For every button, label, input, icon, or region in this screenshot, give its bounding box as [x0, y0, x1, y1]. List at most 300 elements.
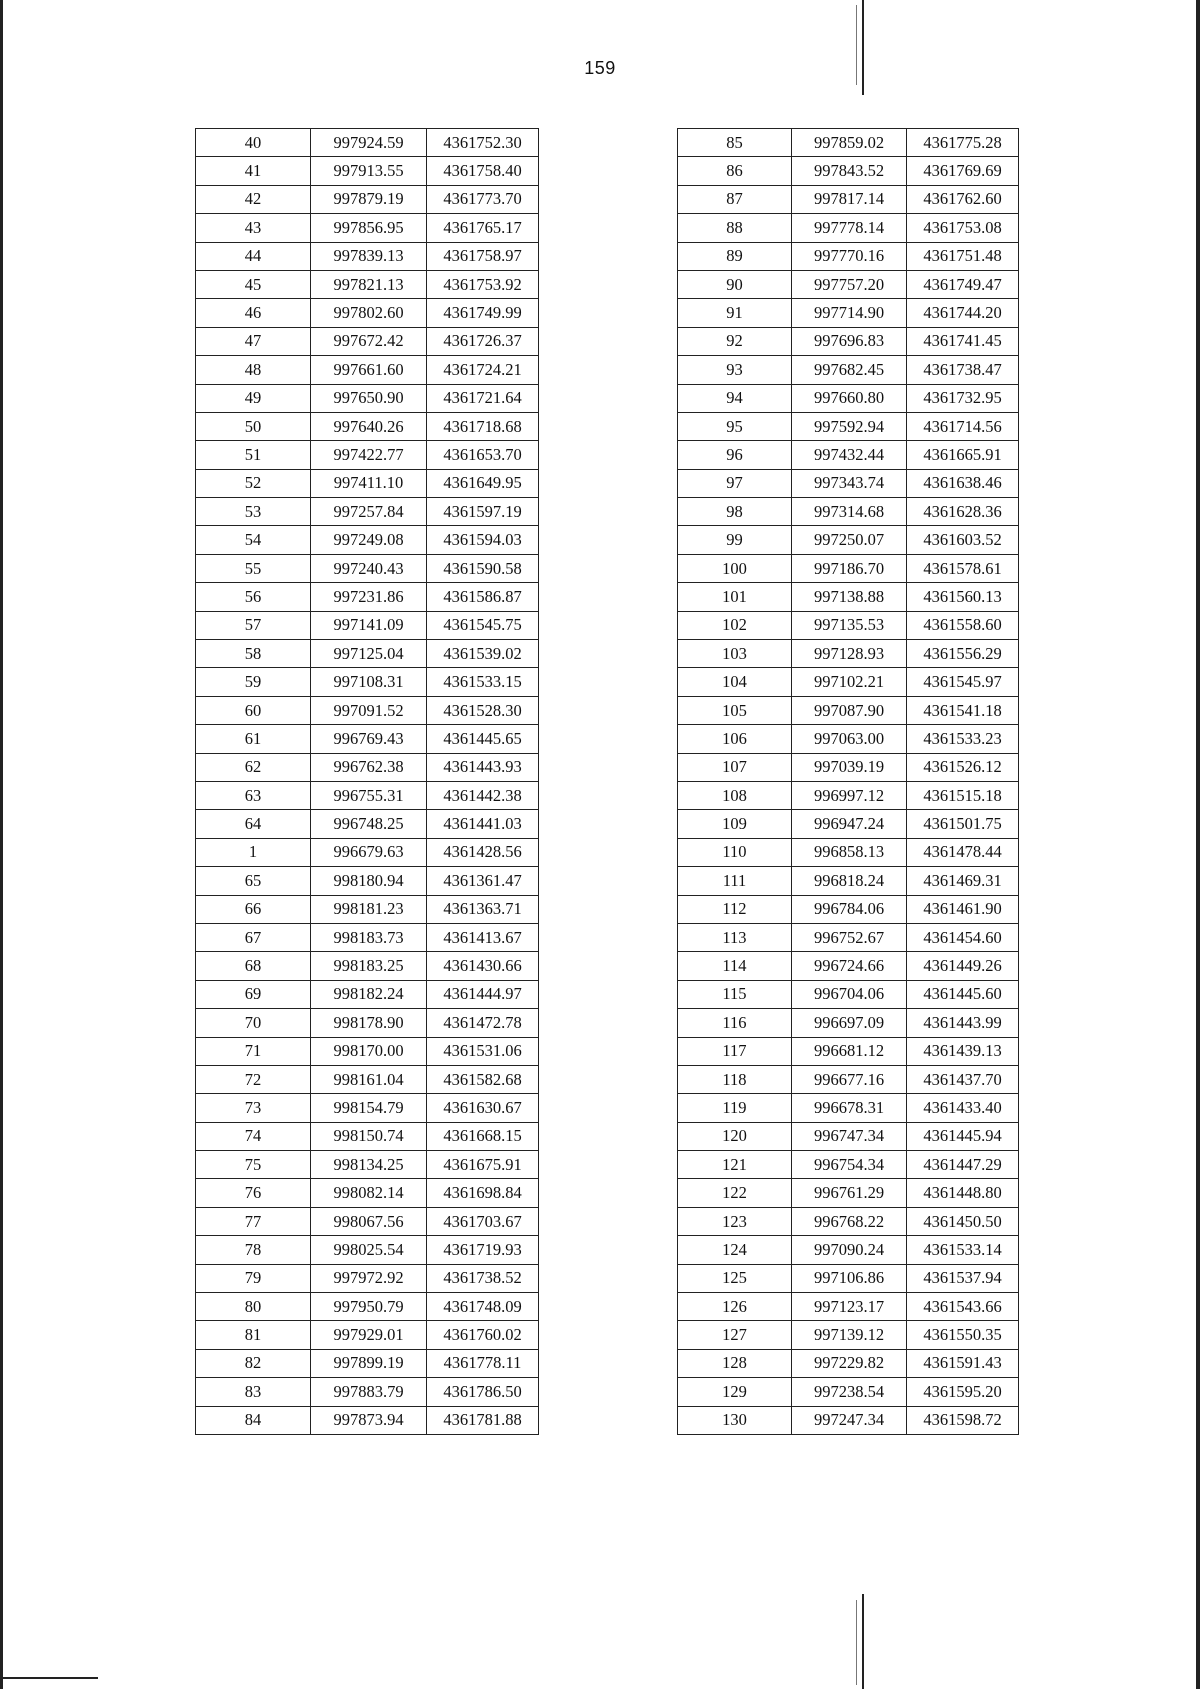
x-coordinate-cell: 998170.00: [311, 1037, 427, 1065]
y-coordinate-cell: 4361533.14: [907, 1236, 1019, 1264]
x-coordinate-cell: 998067.56: [311, 1207, 427, 1235]
table-row: [196, 526, 539, 554]
point-id-cell: 80: [196, 1293, 311, 1321]
x-coordinate-cell: 997873.94: [311, 1406, 427, 1434]
table-row: [196, 1065, 539, 1093]
point-id-cell: 112: [678, 895, 792, 923]
point-id-cell: 60: [196, 696, 311, 724]
table-row: [678, 270, 1019, 298]
x-coordinate-cell: 997839.13: [311, 242, 427, 270]
table-row: [196, 356, 539, 384]
y-coordinate-cell: 4361478.44: [907, 838, 1019, 866]
x-coordinate-cell: 996754.34: [792, 1151, 907, 1179]
x-coordinate-cell: 996679.63: [311, 838, 427, 866]
x-coordinate-cell: 997128.93: [792, 640, 907, 668]
table-row: [678, 299, 1019, 327]
table-row: [196, 1037, 539, 1065]
y-coordinate-cell: 4361442.38: [427, 781, 539, 809]
point-id-cell: 100: [678, 554, 792, 582]
y-coordinate-cell: 4361526.12: [907, 753, 1019, 781]
point-id-cell: 122: [678, 1179, 792, 1207]
y-coordinate-cell: 4361550.35: [907, 1321, 1019, 1349]
x-coordinate-cell: 997856.95: [311, 214, 427, 242]
point-id-cell: 105: [678, 696, 792, 724]
x-coordinate-cell: 997250.07: [792, 526, 907, 554]
table-row: [678, 668, 1019, 696]
x-coordinate-cell: 997314.68: [792, 498, 907, 526]
x-coordinate-cell: 997240.43: [311, 554, 427, 582]
point-id-cell: 40: [196, 129, 311, 157]
x-coordinate-cell: 997432.44: [792, 441, 907, 469]
y-coordinate-cell: 4361461.90: [907, 895, 1019, 923]
table-row: [678, 725, 1019, 753]
point-id-cell: 42: [196, 185, 311, 213]
point-id-cell: 44: [196, 242, 311, 270]
table-row: [196, 129, 539, 157]
point-id-cell: 89: [678, 242, 792, 270]
point-id-cell: 64: [196, 810, 311, 838]
point-id-cell: 65: [196, 867, 311, 895]
point-id-cell: 51: [196, 441, 311, 469]
x-coordinate-cell: 997650.90: [311, 384, 427, 412]
y-coordinate-cell: 4361443.93: [427, 753, 539, 781]
y-coordinate-cell: 4361533.23: [907, 725, 1019, 753]
y-coordinate-cell: 4361545.97: [907, 668, 1019, 696]
x-coordinate-cell: 997661.60: [311, 356, 427, 384]
table-row: [678, 327, 1019, 355]
point-id-cell: 71: [196, 1037, 311, 1065]
point-id-cell: 74: [196, 1122, 311, 1150]
table-row: [196, 554, 539, 582]
x-coordinate-cell: 996704.06: [792, 980, 907, 1008]
table-row: [678, 952, 1019, 980]
y-coordinate-cell: 4361760.02: [427, 1321, 539, 1349]
y-coordinate-cell: 4361603.52: [907, 526, 1019, 554]
point-id-cell: 67: [196, 923, 311, 951]
table-row: [196, 1207, 539, 1235]
x-coordinate-cell: 997063.00: [792, 725, 907, 753]
x-coordinate-cell: 998182.24: [311, 980, 427, 1008]
x-coordinate-cell: 996997.12: [792, 781, 907, 809]
point-id-cell: 96: [678, 441, 792, 469]
y-coordinate-cell: 4361598.72: [907, 1406, 1019, 1434]
x-coordinate-cell: 996724.66: [792, 952, 907, 980]
x-coordinate-cell: 997757.20: [792, 270, 907, 298]
table-row: [678, 867, 1019, 895]
point-id-cell: 130: [678, 1406, 792, 1434]
table-row: [678, 1009, 1019, 1037]
x-coordinate-cell: 997247.34: [792, 1406, 907, 1434]
x-coordinate-cell: 997843.52: [792, 157, 907, 185]
point-id-cell: 66: [196, 895, 311, 923]
y-coordinate-cell: 4361445.94: [907, 1122, 1019, 1150]
y-coordinate-cell: 4361445.65: [427, 725, 539, 753]
y-coordinate-cell: 4361703.67: [427, 1207, 539, 1235]
point-id-cell: 43: [196, 214, 311, 242]
table-row: [196, 696, 539, 724]
x-coordinate-cell: 997592.94: [792, 412, 907, 440]
point-id-cell: 57: [196, 611, 311, 639]
x-coordinate-cell: 997091.52: [311, 696, 427, 724]
table-row: [678, 1264, 1019, 1292]
table-row: [678, 1179, 1019, 1207]
table-row: [196, 242, 539, 270]
y-coordinate-cell: 4361765.17: [427, 214, 539, 242]
y-coordinate-cell: 4361668.15: [427, 1122, 539, 1150]
table-row: [678, 129, 1019, 157]
y-coordinate-cell: 4361430.66: [427, 952, 539, 980]
y-coordinate-cell: 4361537.94: [907, 1264, 1019, 1292]
point-id-cell: 98: [678, 498, 792, 526]
table-row: [196, 1179, 539, 1207]
x-coordinate-cell: 996762.38: [311, 753, 427, 781]
y-coordinate-cell: 4361582.68: [427, 1065, 539, 1093]
point-id-cell: 82: [196, 1349, 311, 1377]
x-coordinate-cell: 998161.04: [311, 1065, 427, 1093]
point-id-cell: 126: [678, 1293, 792, 1321]
y-coordinate-cell: 4361443.99: [907, 1009, 1019, 1037]
x-coordinate-cell: 998134.25: [311, 1151, 427, 1179]
table-row: [678, 640, 1019, 668]
x-coordinate-cell: 997422.77: [311, 441, 427, 469]
point-id-cell: 118: [678, 1065, 792, 1093]
y-coordinate-cell: 4361363.71: [427, 895, 539, 923]
y-coordinate-cell: 4361501.75: [907, 810, 1019, 838]
point-id-cell: 47: [196, 327, 311, 355]
y-coordinate-cell: 4361560.13: [907, 583, 1019, 611]
y-coordinate-cell: 4361413.67: [427, 923, 539, 951]
table-row: [678, 1094, 1019, 1122]
y-coordinate-cell: 4361531.06: [427, 1037, 539, 1065]
point-id-cell: 70: [196, 1009, 311, 1037]
y-coordinate-cell: 4361539.02: [427, 640, 539, 668]
table-row: [678, 895, 1019, 923]
table-row: [196, 838, 539, 866]
table-row: [196, 157, 539, 185]
point-id-cell: 76: [196, 1179, 311, 1207]
x-coordinate-cell: 996681.12: [792, 1037, 907, 1065]
point-id-cell: 124: [678, 1236, 792, 1264]
y-coordinate-cell: 4361781.88: [427, 1406, 539, 1434]
y-coordinate-cell: 4361749.47: [907, 270, 1019, 298]
table-row: [196, 583, 539, 611]
x-coordinate-cell: 997859.02: [792, 129, 907, 157]
y-coordinate-cell: 4361778.11: [427, 1349, 539, 1377]
point-id-cell: 99: [678, 526, 792, 554]
coordinates-table-right: [677, 128, 1019, 1435]
table-row: [196, 1151, 539, 1179]
y-coordinate-cell: 4361515.18: [907, 781, 1019, 809]
y-coordinate-cell: 4361732.95: [907, 384, 1019, 412]
y-coordinate-cell: 4361449.26: [907, 952, 1019, 980]
y-coordinate-cell: 4361437.70: [907, 1065, 1019, 1093]
table-row: [678, 214, 1019, 242]
table-row: [196, 214, 539, 242]
x-coordinate-cell: 997411.10: [311, 469, 427, 497]
y-coordinate-cell: 4361545.75: [427, 611, 539, 639]
table-row: [678, 696, 1019, 724]
table-row: [678, 1406, 1019, 1434]
y-coordinate-cell: 4361433.40: [907, 1094, 1019, 1122]
table-row: [196, 611, 539, 639]
table-row: [678, 1321, 1019, 1349]
table-row: [196, 980, 539, 1008]
point-id-cell: 106: [678, 725, 792, 753]
point-id-cell: 115: [678, 980, 792, 1008]
y-coordinate-cell: 4361753.08: [907, 214, 1019, 242]
table-row: [196, 1122, 539, 1150]
table-row: [678, 810, 1019, 838]
point-id-cell: 104: [678, 668, 792, 696]
x-coordinate-cell: 998154.79: [311, 1094, 427, 1122]
point-id-cell: 91: [678, 299, 792, 327]
table-row: [196, 1349, 539, 1377]
table-row: [196, 810, 539, 838]
y-coordinate-cell: 4361533.15: [427, 668, 539, 696]
y-coordinate-cell: 4361591.43: [907, 1349, 1019, 1377]
page-number: 159: [584, 58, 616, 78]
coordinates-table-right-body: [678, 129, 1019, 1435]
y-coordinate-cell: 4361556.29: [907, 640, 1019, 668]
y-coordinate-cell: 4361638.46: [907, 469, 1019, 497]
y-coordinate-cell: 4361541.18: [907, 696, 1019, 724]
point-id-cell: 53: [196, 498, 311, 526]
point-id-cell: 117: [678, 1037, 792, 1065]
scan-edge-line-right: [1196, 0, 1200, 1689]
table-row: [678, 753, 1019, 781]
point-id-cell: 48: [196, 356, 311, 384]
x-coordinate-cell: 997087.90: [792, 696, 907, 724]
y-coordinate-cell: 4361454.60: [907, 923, 1019, 951]
point-id-cell: 59: [196, 668, 311, 696]
point-id-cell: 109: [678, 810, 792, 838]
point-id-cell: 69: [196, 980, 311, 1008]
y-coordinate-cell: 4361758.40: [427, 157, 539, 185]
y-coordinate-cell: 4361753.92: [427, 270, 539, 298]
y-coordinate-cell: 4361751.48: [907, 242, 1019, 270]
point-id-cell: 102: [678, 611, 792, 639]
point-id-cell: 103: [678, 640, 792, 668]
point-id-cell: 92: [678, 327, 792, 355]
point-id-cell: 83: [196, 1378, 311, 1406]
x-coordinate-cell: 996784.06: [792, 895, 907, 923]
y-coordinate-cell: 4361744.20: [907, 299, 1019, 327]
point-id-cell: 116: [678, 1009, 792, 1037]
x-coordinate-cell: 997249.08: [311, 526, 427, 554]
x-coordinate-cell: 997899.19: [311, 1349, 427, 1377]
y-coordinate-cell: 4361748.09: [427, 1293, 539, 1321]
point-id-cell: 78: [196, 1236, 311, 1264]
table-row: [196, 270, 539, 298]
table-row: [196, 895, 539, 923]
table-row: [196, 384, 539, 412]
table-row: [678, 923, 1019, 951]
x-coordinate-cell: 997672.42: [311, 327, 427, 355]
y-coordinate-cell: 4361752.30: [427, 129, 539, 157]
y-coordinate-cell: 4361775.28: [907, 129, 1019, 157]
x-coordinate-cell: 997106.86: [792, 1264, 907, 1292]
coordinates-table-left: [195, 128, 539, 1435]
x-coordinate-cell: 997879.19: [311, 185, 427, 213]
x-coordinate-cell: 997229.82: [792, 1349, 907, 1377]
x-coordinate-cell: 997770.16: [792, 242, 907, 270]
x-coordinate-cell: 997802.60: [311, 299, 427, 327]
x-coordinate-cell: 996947.24: [792, 810, 907, 838]
y-coordinate-cell: 4361428.56: [427, 838, 539, 866]
x-coordinate-cell: 997913.55: [311, 157, 427, 185]
x-coordinate-cell: 998178.90: [311, 1009, 427, 1037]
point-id-cell: 87: [678, 185, 792, 213]
table-row: [196, 185, 539, 213]
y-coordinate-cell: 4361628.36: [907, 498, 1019, 526]
x-coordinate-cell: 998180.94: [311, 867, 427, 895]
x-coordinate-cell: 997125.04: [311, 640, 427, 668]
table-row: [196, 412, 539, 440]
y-coordinate-cell: 4361450.50: [907, 1207, 1019, 1235]
y-coordinate-cell: 4361649.95: [427, 469, 539, 497]
table-row: [678, 1236, 1019, 1264]
x-coordinate-cell: 997696.83: [792, 327, 907, 355]
x-coordinate-cell: 997090.24: [792, 1236, 907, 1264]
x-coordinate-cell: 996678.31: [792, 1094, 907, 1122]
x-coordinate-cell: 996769.43: [311, 725, 427, 753]
x-coordinate-cell: 997238.54: [792, 1378, 907, 1406]
y-coordinate-cell: 4361595.20: [907, 1378, 1019, 1406]
table-row: [196, 640, 539, 668]
point-id-cell: 58: [196, 640, 311, 668]
y-coordinate-cell: 4361749.99: [427, 299, 539, 327]
x-coordinate-cell: 998183.73: [311, 923, 427, 951]
point-id-cell: 52: [196, 469, 311, 497]
point-id-cell: 128: [678, 1349, 792, 1377]
table-row: [196, 725, 539, 753]
x-coordinate-cell: 996748.25: [311, 810, 427, 838]
point-id-cell: 127: [678, 1321, 792, 1349]
table-row: [678, 1151, 1019, 1179]
table-row: [196, 327, 539, 355]
x-coordinate-cell: 998082.14: [311, 1179, 427, 1207]
point-id-cell: 81: [196, 1321, 311, 1349]
y-coordinate-cell: 4361586.87: [427, 583, 539, 611]
y-coordinate-cell: 4361444.97: [427, 980, 539, 1008]
y-coordinate-cell: 4361528.30: [427, 696, 539, 724]
y-coordinate-cell: 4361558.60: [907, 611, 1019, 639]
table-row: [196, 1009, 539, 1037]
y-coordinate-cell: 4361738.52: [427, 1264, 539, 1292]
y-coordinate-cell: 4361675.91: [427, 1151, 539, 1179]
point-id-cell: 113: [678, 923, 792, 951]
point-id-cell: 85: [678, 129, 792, 157]
table-row: [678, 469, 1019, 497]
table-row: [196, 923, 539, 951]
y-coordinate-cell: 4361630.67: [427, 1094, 539, 1122]
x-coordinate-cell: 996818.24: [792, 867, 907, 895]
scan-mark-top: [862, 0, 864, 95]
point-id-cell: 101: [678, 583, 792, 611]
point-id-cell: 62: [196, 753, 311, 781]
y-coordinate-cell: 4361719.93: [427, 1236, 539, 1264]
table-row: [678, 1037, 1019, 1065]
point-id-cell: 129: [678, 1378, 792, 1406]
point-id-cell: 55: [196, 554, 311, 582]
table-row: [678, 980, 1019, 1008]
y-coordinate-cell: 4361447.29: [907, 1151, 1019, 1179]
point-id-cell: 95: [678, 412, 792, 440]
x-coordinate-cell: 997138.88: [792, 583, 907, 611]
point-id-cell: 120: [678, 1122, 792, 1150]
x-coordinate-cell: 997714.90: [792, 299, 907, 327]
point-id-cell: 68: [196, 952, 311, 980]
point-id-cell: 107: [678, 753, 792, 781]
table-row: [678, 356, 1019, 384]
point-id-cell: 72: [196, 1065, 311, 1093]
x-coordinate-cell: 996761.29: [792, 1179, 907, 1207]
y-coordinate-cell: 4361726.37: [427, 327, 539, 355]
point-id-cell: 110: [678, 838, 792, 866]
x-coordinate-cell: 998181.23: [311, 895, 427, 923]
y-coordinate-cell: 4361590.58: [427, 554, 539, 582]
table-row: [678, 441, 1019, 469]
table-row: [196, 299, 539, 327]
point-id-cell: 88: [678, 214, 792, 242]
point-id-cell: 79: [196, 1264, 311, 1292]
scan-edge-line-left: [0, 0, 3, 1689]
y-coordinate-cell: 4361718.68: [427, 412, 539, 440]
table-row: [196, 441, 539, 469]
table-row: [196, 469, 539, 497]
table-row: [678, 781, 1019, 809]
point-id-cell: 125: [678, 1264, 792, 1292]
point-id-cell: 119: [678, 1094, 792, 1122]
table-row: [196, 1236, 539, 1264]
point-id-cell: 123: [678, 1207, 792, 1235]
table-row: [196, 668, 539, 696]
y-coordinate-cell: 4361738.47: [907, 356, 1019, 384]
point-id-cell: 54: [196, 526, 311, 554]
x-coordinate-cell: 996858.13: [792, 838, 907, 866]
x-coordinate-cell: 998150.74: [311, 1122, 427, 1150]
table-row: [678, 838, 1019, 866]
table-row: [678, 526, 1019, 554]
point-id-cell: 86: [678, 157, 792, 185]
x-coordinate-cell: 996697.09: [792, 1009, 907, 1037]
y-coordinate-cell: 4361769.69: [907, 157, 1019, 185]
table-row: [678, 412, 1019, 440]
y-coordinate-cell: 4361543.66: [907, 1293, 1019, 1321]
table-row: [678, 1207, 1019, 1235]
x-coordinate-cell: 997039.19: [792, 753, 907, 781]
x-coordinate-cell: 998025.54: [311, 1236, 427, 1264]
table-row: [678, 498, 1019, 526]
point-id-cell: 1: [196, 838, 311, 866]
table-row: [196, 867, 539, 895]
table-row: [196, 1293, 539, 1321]
x-coordinate-cell: 997102.21: [792, 668, 907, 696]
y-coordinate-cell: 4361714.56: [907, 412, 1019, 440]
x-coordinate-cell: 997972.92: [311, 1264, 427, 1292]
table-row: [678, 1122, 1019, 1150]
table-row: [196, 753, 539, 781]
point-id-cell: 61: [196, 725, 311, 753]
y-coordinate-cell: 4361441.03: [427, 810, 539, 838]
y-coordinate-cell: 4361594.03: [427, 526, 539, 554]
point-id-cell: 114: [678, 952, 792, 980]
x-coordinate-cell: 997139.12: [792, 1321, 907, 1349]
point-id-cell: 49: [196, 384, 311, 412]
scan-mark-bottom-thin: [856, 1600, 857, 1685]
x-coordinate-cell: 996747.34: [792, 1122, 907, 1150]
point-id-cell: 50: [196, 412, 311, 440]
